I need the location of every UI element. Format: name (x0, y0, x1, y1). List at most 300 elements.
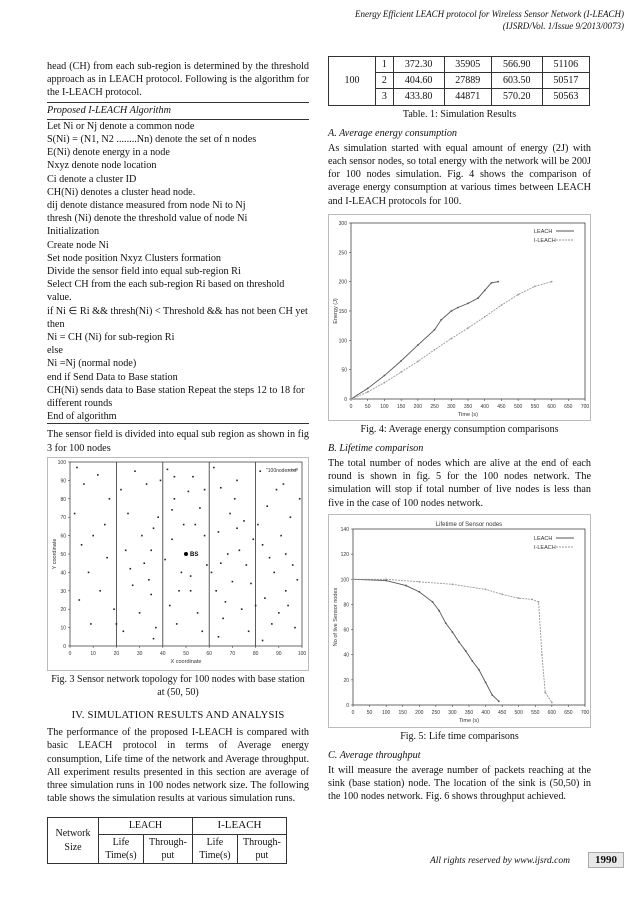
sensor-node-point (292, 564, 294, 566)
series-point (367, 387, 369, 389)
algorithm-line: CH(Ni) denotes a cluster head node. (47, 186, 196, 198)
sensor-node-point (218, 636, 220, 638)
series-point (518, 597, 520, 599)
sensor-node-point (259, 470, 261, 472)
x-axis-label: Time (s) (458, 411, 478, 418)
y-tick-label: 40 (60, 570, 66, 577)
series-point (501, 304, 503, 306)
y-axis-label: Energy (J) (333, 298, 339, 324)
sensor-node-point (83, 483, 85, 485)
fig5-figure (328, 514, 591, 728)
sensor-node-point (74, 513, 76, 515)
table-cell: 566.90 (491, 57, 542, 73)
algorithm-line: Ni =Nj (normal node) (47, 358, 137, 370)
y-axis-label: No of live Sensor nodes (333, 587, 339, 647)
simulation-paragraph: The performance of the proposed I-LEACH is compared with basic LEACH protocol in terms of Average energy consumption, Life time of the network and Average throughput. All experiment results presented in this section are average of three simulation runs in 100 nodes network size. The following table shows the simulation results at various simulation runs. (47, 727, 309, 805)
section-b-text: The total number of nodes which are alive at the end of each round is shown in fig. 5 for the 100 nodes network. The simulation will stop if total number of live nodes is less than five in the case of 100 nodes network. (328, 458, 591, 509)
algorithm-box (47, 102, 309, 425)
sensor-node-point (120, 489, 122, 491)
series-point (484, 289, 486, 291)
x-tick-label: 30 (136, 650, 143, 657)
series-point (551, 701, 553, 703)
series-point (450, 310, 452, 312)
x-tick-label: 450 (497, 709, 507, 716)
sensor-node-point (213, 467, 215, 469)
series-point (450, 338, 452, 340)
sensor-node-point (252, 538, 254, 540)
sensor-node-point (174, 498, 176, 500)
y-tick-label: 10 (60, 625, 66, 632)
x-tick-label: 0 (351, 709, 355, 716)
sensor-node-point (236, 527, 238, 529)
series-point (352, 578, 354, 580)
y-tick-label: 60 (60, 533, 66, 540)
y-tick-label: 40 (343, 652, 349, 659)
sensor-node-point (232, 581, 234, 583)
table-cell: 2 (376, 73, 394, 89)
section-a-title: A. Average energy consumption (328, 127, 458, 139)
header-title: Energy Efficient LEACH protocol for Wireless Sensor Network (I-LEACH) (355, 9, 624, 19)
sensor-node-point (220, 562, 222, 564)
y-tick-label: 300 (338, 220, 347, 227)
x-tick-label: 250 (431, 709, 441, 716)
y-tick-label: 90 (60, 478, 66, 485)
series-point (491, 694, 493, 696)
x-tick-label: 350 (464, 709, 474, 716)
series-point (417, 360, 419, 362)
sensor-node-point (81, 544, 83, 546)
y-tick-label: 200 (338, 279, 347, 286)
sensor-node-point (239, 549, 241, 551)
table-cell: 372.30 (393, 57, 444, 73)
algorithm-line: Ci denote a cluster ID (47, 173, 137, 185)
legend-label: LEACH (534, 228, 553, 235)
sensor-node-point (194, 524, 196, 526)
sensor-node-point (88, 571, 90, 573)
table-cell-network-size: 100 (329, 57, 376, 106)
sensor-node-point (246, 564, 248, 566)
series-point (452, 583, 454, 585)
th-leach-throughput: Through-put (143, 834, 192, 863)
x-tick-label: 90 (276, 650, 282, 657)
sensor-node-point (199, 507, 201, 509)
sensor-node-point (188, 491, 190, 493)
algorithm-line: else (47, 345, 63, 357)
sensor-node-point (181, 571, 183, 573)
x-tick-label: 40 (160, 650, 166, 657)
y-tick-label: 50 (60, 551, 66, 558)
sensor-node-point (116, 623, 118, 625)
legend-label: LEACH (534, 535, 553, 542)
sensor-node-point (262, 544, 264, 546)
x-tick-label: 250 (430, 403, 439, 410)
sensor-node-point (271, 623, 273, 625)
series-point (485, 681, 487, 683)
sensor-node-point (113, 608, 115, 610)
running-header (355, 8, 624, 32)
algorithm-line: S(Ni) = (N1, N2 ........Nn) denote the set of n nodes (47, 134, 257, 146)
sensor-node-point (294, 627, 296, 629)
th-leach: LEACH (99, 818, 193, 834)
y-tick-label: 250 (338, 250, 347, 257)
sensor-node-point (276, 489, 278, 491)
legend-label: I-LEACH (534, 237, 556, 244)
series-point (452, 631, 454, 633)
x-tick-label: 650 (564, 403, 573, 410)
table-cell: 433.80 (393, 89, 444, 105)
sensor-node-point (148, 579, 150, 581)
x-tick-label: 650 (564, 709, 573, 716)
sensor-node-point (183, 524, 185, 526)
results-table-body (328, 56, 590, 106)
sensor-node-point (264, 597, 266, 599)
series-point (477, 297, 479, 299)
algorithm-title: Proposed I-LEACH Algorithm (47, 103, 309, 120)
results-table-head (47, 817, 287, 864)
algorithm-line: Create node Ni (47, 239, 109, 251)
th-network-size: Network Size (48, 818, 99, 864)
algorithm-line: E(Ni) denote energy in a node (47, 147, 170, 159)
sensor-node-point (262, 640, 264, 642)
series-point (385, 578, 387, 580)
series-point (458, 641, 460, 643)
sensor-node-point (250, 583, 252, 585)
x-tick-label: 50 (366, 709, 373, 716)
series-point (498, 700, 500, 702)
y-tick-label: 140 (340, 526, 349, 533)
algorithm-line: dij denote distance measured from node Ni to Nj (47, 200, 246, 212)
sensor-node-point (215, 590, 217, 592)
section-b-title: B. Lifetime comparison (328, 442, 424, 454)
sensor-node-point (160, 479, 162, 481)
x-axis-label: X coordinate (170, 658, 202, 665)
section-c-text: It will measure the average number of packets reaching at the sink (base station) node. The location of the sink is (50,50) in the 100 nodes network. Fig. 6 shows throughput achieved. (328, 765, 591, 803)
table-cell: 50517 (542, 73, 589, 89)
x-tick-label: 200 (415, 709, 424, 716)
section-c-title: C. Average throughput (328, 749, 421, 761)
sensor-node-point (236, 479, 238, 481)
y-tick-label: 100 (338, 338, 347, 345)
x-tick-label: 100 (297, 650, 307, 657)
sensor-node-point (257, 524, 259, 526)
sensor-node-point (211, 571, 213, 573)
table-caption: Table. 1: Simulation Results (402, 108, 517, 120)
algorithm-line: Ni = CH (Ni) for sub-region Ri (47, 332, 175, 344)
sensor-node-point (132, 584, 134, 586)
algorithm-line: Divide the sensor field into equal sub-region Ri (47, 266, 241, 278)
sensor-node-point (222, 617, 224, 619)
plot-frame (351, 223, 585, 399)
sensor-node-point (280, 535, 282, 537)
series-point (417, 344, 419, 346)
series-point (400, 360, 402, 362)
sensor-node-point (123, 630, 125, 632)
sensor-node-point (241, 608, 243, 610)
table-cell: 1 (376, 57, 394, 73)
th-leach-life: Life Time(s) (99, 834, 144, 863)
th-ileach: I-LEACH (192, 818, 286, 834)
series-point (405, 585, 407, 587)
sensor-node-point (150, 594, 152, 596)
fig3-figure (47, 457, 309, 671)
algorithm-line: End of algorithm (47, 411, 117, 423)
x-tick-label: 150 (396, 403, 406, 410)
sensor-node-point (204, 535, 206, 537)
x-tick-label: 20 (113, 650, 120, 657)
sensor-node-point (285, 553, 287, 555)
table-cell: 50563 (542, 89, 589, 105)
sensor-node-point (285, 590, 287, 592)
fig4-chart (329, 215, 592, 420)
series-point (467, 327, 469, 329)
y-tick-label: 120 (340, 551, 349, 558)
series-point (517, 294, 519, 296)
sensor-node-point (174, 476, 176, 478)
sensor-node-point (229, 513, 231, 515)
algorithm-line: Let Ni or Nj denote a common node (47, 120, 195, 132)
sensor-node-point (169, 605, 171, 607)
x-tick-label: 550 (530, 403, 540, 410)
algorithm-line: if Ni ∈ Ri && thresh(Ni) < Threshold && has not been CH yet then (47, 305, 308, 330)
y-tick-label: 70 (60, 515, 66, 522)
sensor-node-point (178, 590, 180, 592)
x-tick-label: 0 (349, 403, 353, 410)
left-column (47, 60, 309, 864)
y-tick-label: 0 (346, 702, 349, 709)
sensor-node-point (225, 601, 227, 603)
sensor-node-point (155, 627, 157, 629)
x-tick-label: 550 (531, 709, 540, 716)
sensor-node-point (141, 535, 143, 537)
y-tick-label: 60 (343, 627, 349, 634)
sensor-node-point (287, 605, 289, 607)
sensor-node-point (206, 564, 208, 566)
sensor-node-point (234, 498, 236, 500)
sensor-node-point (109, 498, 111, 500)
series-line-i-leach (353, 579, 552, 702)
y-tick-label: 50 (341, 367, 347, 374)
sensor-node-point (97, 474, 99, 476)
algorithm-line: CH(Ni) sends data to Base station Repeat the steps 12 to 18 for different rounds (47, 384, 305, 410)
sensor-node-point (176, 623, 178, 625)
series-point (501, 593, 503, 595)
sensor-node-point (283, 483, 285, 485)
fig5-caption: Fig. 5: Life time comparisons (400, 730, 519, 742)
table-cell: 3 (376, 89, 394, 105)
series-point (350, 398, 352, 400)
section-a-text: As simulation started with equal amount of energy (2J) with each sensor nodes, so total energy with the network will be 200J for 100 nodes simulation. Fig. 4 shows the comparison of average energy consumption at various times between LEACH and I-LEACH protocols for 100. (328, 142, 591, 207)
plot-frame (353, 529, 585, 705)
x-tick-label: 500 (513, 403, 523, 410)
sensor-node-point (218, 531, 220, 533)
series-point (497, 281, 499, 283)
algorithm-line: Select CH from the each sub-region Ri based on threshold value. (47, 279, 285, 304)
sensor-node-point (299, 498, 301, 500)
sensor-node-point (143, 562, 145, 564)
sensor-node-point (153, 638, 155, 640)
x-tick-label: 450 (497, 403, 506, 410)
series-line-leach (353, 579, 499, 701)
x-tick-label: 60 (206, 650, 212, 657)
table-cell: 570.20 (491, 89, 542, 105)
series-point (445, 622, 447, 624)
fig5-chart (329, 515, 592, 727)
intro-paragraph: head (CH) from each sub-region is determined by the threshold approach as in LEACH protocol. Following is the algorithm for the I-LEACH protocol. (47, 61, 309, 99)
algorithm-line: Nxyz denote node location (47, 160, 157, 172)
table-cell: 44871 (444, 89, 491, 105)
series-point (478, 669, 480, 671)
table-cell: 404.60 (393, 73, 444, 89)
y-tick-label: 0 (344, 396, 347, 403)
table-cell: 51106 (542, 57, 589, 73)
series-point (418, 581, 420, 583)
x-tick-label: 70 (229, 650, 236, 657)
series-line-leach (351, 281, 498, 398)
sensor-node-point (243, 520, 245, 522)
fig3-caption: Fig. 3 Sensor network topology for 100 nodes with base station at (50, 50) (51, 673, 305, 698)
series-point (531, 598, 533, 600)
x-tick-label: 0 (68, 650, 72, 657)
sensor-node-point (127, 513, 129, 515)
base-station-point (184, 552, 188, 556)
y-tick-label: 0 (63, 643, 66, 650)
sensor-node-point (139, 612, 141, 614)
fig4-caption: Fig. 4: Average energy consumption comparisons (360, 423, 559, 435)
fig3-chart (48, 458, 310, 670)
algorithm-line: thresh (Ni) denote the threshold value of node Ni (47, 213, 248, 225)
series-point (541, 654, 543, 656)
series-point (485, 588, 487, 590)
sensor-node-point (297, 579, 299, 581)
sensor-node-point (273, 571, 275, 573)
sensor-node-point (125, 549, 127, 551)
series-point (367, 391, 369, 393)
base-station-label: BS (190, 551, 199, 558)
sensor-node-point (104, 524, 106, 526)
sensor-node-point (153, 527, 155, 529)
series-line-i-leach (351, 281, 552, 398)
series-point (457, 306, 459, 308)
y-axis-label: Y coordinate (52, 538, 58, 570)
x-axis-label: Time (s) (459, 717, 479, 724)
sensor-node-point (92, 535, 94, 537)
series-point (440, 319, 442, 321)
series-point (467, 302, 469, 304)
sensor-node-point (192, 476, 194, 478)
algorithm-line: Initialization (47, 226, 100, 238)
y-tick-label: 80 (343, 602, 349, 609)
sensor-node-point (167, 468, 169, 470)
table-cell: 35905 (444, 57, 491, 73)
y-tick-label: 20 (60, 607, 66, 614)
series-point (432, 601, 434, 603)
th-ileach-life: Life Time(s) (192, 834, 237, 863)
y-tick-label: 80 (60, 496, 66, 503)
sensor-node-point (130, 568, 132, 570)
algorithm-lines (47, 120, 309, 424)
y-tick-label: 100 (57, 459, 66, 466)
series-point (384, 374, 386, 376)
series-point (465, 650, 467, 652)
x-tick-label: 100 (380, 403, 389, 410)
sensor-node-point (278, 612, 280, 614)
series-point (418, 591, 420, 593)
sensor-node-point (204, 489, 206, 491)
x-tick-label: 700 (580, 403, 590, 410)
x-tick-label: 700 (580, 709, 590, 716)
series-point (400, 371, 402, 373)
sensor-node-point (190, 575, 192, 577)
y-tick-label: 30 (60, 588, 66, 595)
x-tick-label: 600 (547, 403, 556, 410)
legend-label: I-LEACH (534, 544, 556, 551)
sensor-node-point (76, 467, 78, 469)
series-point (538, 601, 540, 603)
sensor-node-point (164, 559, 166, 561)
sensor-node-point (290, 516, 292, 518)
sensor-node-point (220, 487, 222, 489)
sensor-node-point (197, 612, 199, 614)
sensor-node-point (227, 553, 229, 555)
footer-rights: All rights reserved by www.ijsrd.com (429, 856, 570, 866)
sensor-node-point (146, 483, 148, 485)
series-point (491, 282, 493, 284)
sensor-node-point (90, 623, 92, 625)
sensor-node-point (266, 505, 268, 507)
x-tick-label: 500 (514, 709, 523, 716)
algorithm-line: Set node position Nxyz Clusters formation (47, 252, 222, 264)
table-row (329, 57, 590, 73)
table-cell: 603.50 (491, 73, 542, 89)
sensor-node-point (150, 549, 152, 551)
sensor-node-point (201, 630, 203, 632)
sensor-node-point (269, 557, 271, 559)
series-point (434, 349, 436, 351)
series-point (551, 281, 553, 283)
x-tick-label: 400 (480, 403, 489, 410)
header-volume: (IJSRD/Vol. 1/Issue 9/2013/0073) (502, 21, 624, 31)
sensor-node-point (78, 599, 80, 601)
sensor-node-point (248, 630, 250, 632)
series-point (384, 382, 386, 384)
x-tick-label: 100 (381, 709, 391, 716)
sensor-node-point (171, 509, 173, 511)
sensor-node-point (190, 590, 192, 592)
sensor-node-point (106, 557, 108, 559)
section-heading: IV. SIMULATION RESULTS AND ANALYSIS (71, 709, 285, 721)
sensor-node-point (255, 605, 257, 607)
x-tick-label: 600 (547, 709, 557, 716)
x-tick-label: 80 (252, 650, 259, 657)
x-tick-label: 200 (413, 403, 423, 410)
x-tick-label: 300 (448, 709, 457, 716)
x-tick-label: 50 (364, 403, 371, 410)
y-tick-label: 150 (338, 308, 347, 315)
x-tick-label: 150 (398, 709, 407, 716)
legend-label: "100nodes.txt" (266, 467, 299, 474)
series-point (544, 691, 546, 693)
y-tick-label: 100 (340, 577, 349, 584)
sensor-node-point (99, 590, 101, 592)
x-tick-label: 50 (183, 650, 189, 657)
sensor-node-point (171, 538, 173, 540)
x-tick-label: 10 (90, 650, 96, 657)
chart-title: Lifetime of Sensor nodes (435, 521, 503, 528)
series-point (438, 610, 440, 612)
series-point (434, 329, 436, 331)
page-number: 1990 (588, 852, 624, 868)
x-tick-label: 300 (447, 403, 456, 410)
